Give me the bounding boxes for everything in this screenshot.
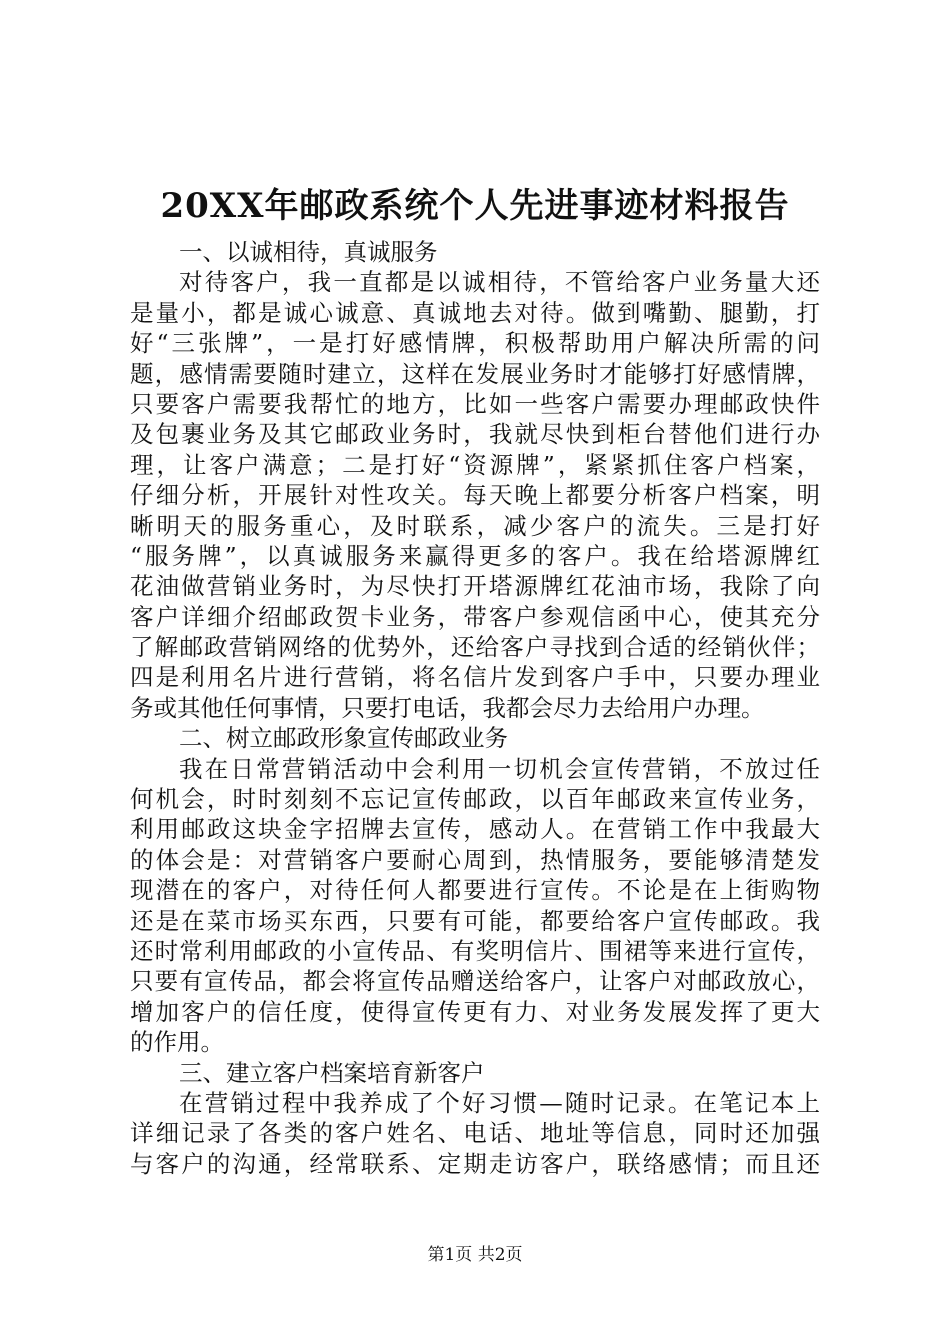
body-line: 何机会，时时刻刻不忘记宣传邮政，以百年邮政来宣传业务， <box>130 785 820 814</box>
body-line: 三、建立客户档案培育新客户 <box>179 1058 485 1087</box>
body-line: 在营销过程中我养成了个好习惯—随时记录。在笔记本上 <box>179 1088 820 1117</box>
body-line: 对待客户，我一直都是以诚相待，不管给客户业务量大还 <box>179 268 820 297</box>
body-line: 还是在菜市场买东西，只要有可能，都要给客户宣传邮政。我 <box>130 906 820 935</box>
body-line: 只要有宣传品，都会将宣传品赠送给客户，让客户对邮政放心， <box>130 967 820 996</box>
body-line: 题，感情需要随时建立，这样在发展业务时才能够打好感情牌， <box>130 359 820 388</box>
body-line: 还时常利用邮政的小宣传品、有奖明信片、围裙等来进行宣传， <box>130 936 820 965</box>
document-title: 20XX年邮政系统个人先进事迹材料报告 <box>160 186 790 226</box>
body-line: 是量小，都是诚心诚意、真诚地去对待。做到嘴勤、腿勤，打 <box>130 298 820 327</box>
body-line: 一、以诚相待，真诚服务 <box>179 238 438 266</box>
body-line: 只要客户需要我帮忙的地方，比如一些客户需要办理邮政快件 <box>130 389 820 418</box>
body-line: 二、树立邮政形象宣传邮政业务 <box>179 724 508 753</box>
body-line: 与客户的沟通，经常联系、定期走访客户，联络感情；而且还 <box>130 1149 820 1178</box>
body-line: 的作用。 <box>130 1028 224 1057</box>
body-line: 详细记录了各类的客户姓名、电话、地址等信息，同时还加强 <box>130 1119 820 1148</box>
body-line: 花油做营销业务时，为尽快打开塔源牌红花油市场，我除了向 <box>130 572 820 601</box>
body-line: 增加客户的信任度，使得宣传更有力、对业务发展发挥了更大 <box>130 997 820 1026</box>
body-line: 及包裹业务及其它邮政业务时，我就尽快到柜台替他们进行办 <box>130 420 820 449</box>
body-line: 了解邮政营销网络的优势外，还给客户寻找到合适的经销伙伴； <box>130 633 820 662</box>
body-line: 四是利用名片进行营销，将名信片发到客户手中，只要办理业 <box>130 663 820 692</box>
page-footer: 第1页 共2页 <box>427 1245 523 1265</box>
body-line: 理，让客户满意；二是打好“资源牌”，紧紧抓住客户档案， <box>130 450 820 479</box>
body-line: 晰明天的服务重心，及时联系，减少客户的流失。三是打好 <box>130 511 820 540</box>
body-line: 我在日常营销活动中会利用一切机会宣传营销，不放过任 <box>179 754 820 783</box>
body-line: 客户详细介绍邮政贺卡业务，带客户参观信函中心，使其充分 <box>130 602 820 631</box>
body-line: 的体会是：对营销客户要耐心周到，热情服务，要能够清楚发 <box>130 845 820 874</box>
body-line: “服务牌”，以真诚服务来赢得更多的客户。我在给塔源牌红 <box>130 541 820 570</box>
body-line: 务或其他任何事情，只要打电话，我都会尽力去给用户办理。 <box>130 693 765 722</box>
document-body <box>130 237 820 1179</box>
body-line: 利用邮政这块金字招牌去宣传，感动人。在营销工作中我最大 <box>130 815 820 844</box>
body-line: 仔细分析，开展针对性攻关。每天晚上都要分析客户档案，明 <box>130 481 820 510</box>
body-line: 现潜在的客户，对待任何人都要进行宣传。不论是在上街购物 <box>130 876 820 905</box>
body-line: 好“三张牌”，一是打好感情牌，积极帮助用户解决所需的问 <box>130 329 820 358</box>
